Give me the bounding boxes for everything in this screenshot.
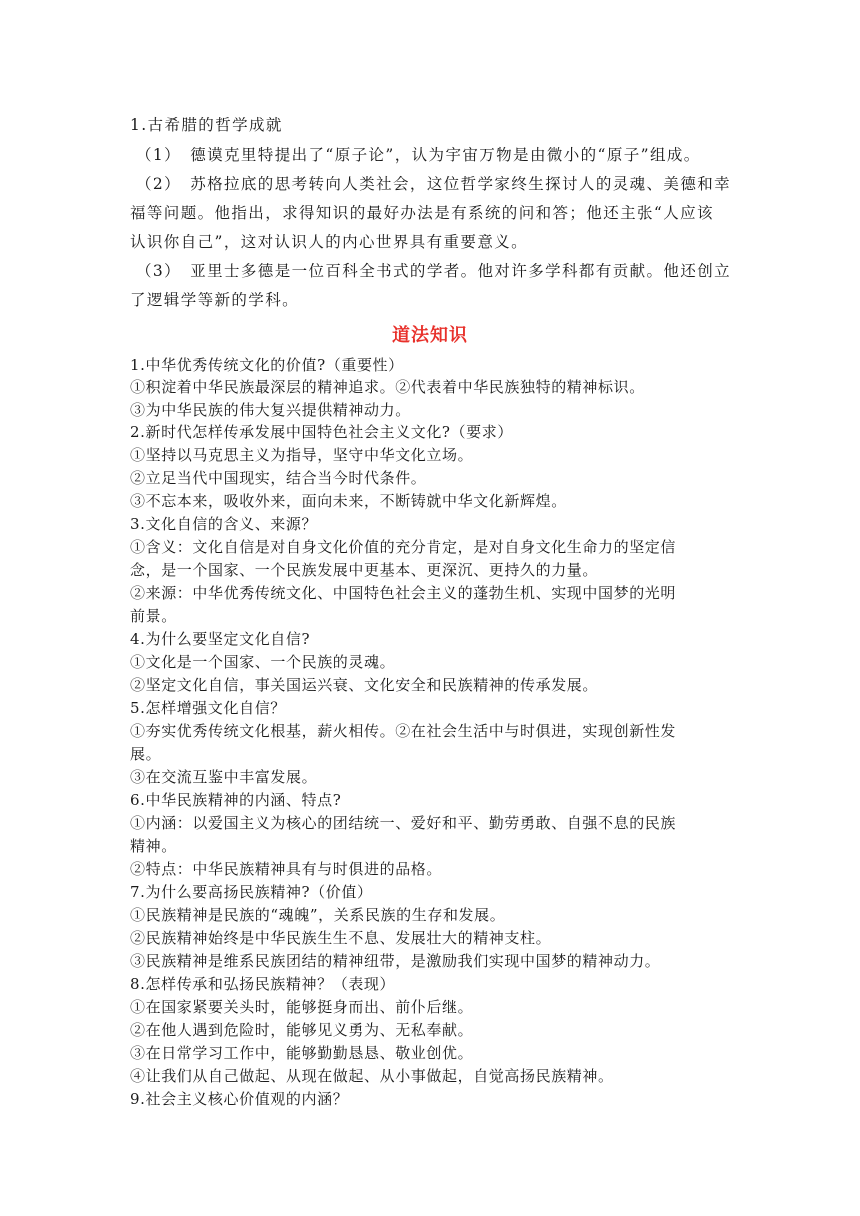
answer-line: ③在日常学习工作中，能够勤勤恳恳、敬业创优。 [130, 1044, 474, 1062]
answer-line: ③在交流互鉴中丰富发展。 [130, 768, 318, 786]
answer-line: ①夯实优秀传统文化根基，薪火相传。②在社会生活中与时俱进，实现创新性发 [130, 722, 677, 740]
question-line: 5.怎样增强文化自信？ [130, 699, 286, 717]
answer-line: ①坚持以马克思主义为指导，坚守中华文化立场。 [130, 446, 474, 464]
answer-line: ③不忘本来，吸收外来，面向未来，不断铸就中华文化新辉煌。 [130, 492, 567, 510]
history-line: （2） 苏格拉底的思考转向人类社会，这位哲学家终生探讨人的灵魂、美德和幸 [136, 175, 732, 193]
question-line: 2.新时代怎样传承发展中国特色社会主义文化?（要求） [130, 423, 513, 441]
question-line: 8.怎样传承和弘扬民族精神？（表现） [130, 975, 396, 993]
answer-line: ②坚定文化自信，事关国运兴衰、文化安全和民族精神的传承发展。 [130, 676, 599, 694]
question-line: 7.为什么要高扬民族精神?（价值） [130, 883, 373, 901]
section-heading: 道法知识 [392, 325, 468, 346]
question-line: 9.社会主义核心价值观的内涵？ [130, 1090, 349, 1108]
answer-line: ②在他人遇到危险时，能够见义勇为、无私奉献。 [130, 1021, 474, 1039]
history-line: （1） 德谟克里特提出了“原子论”，认为宇宙万物是由微小的“原子”组成。 [136, 146, 701, 164]
answer-line: ②民族精神始终是中华民族生生不息、发展壮大的精神支柱。 [130, 929, 552, 947]
history-line: 认识你自己”，这对认识人的内心世界具有重要意义。 [130, 233, 529, 251]
history-line: （3） 亚里士多德是一位百科全书式的学者。他对许多学科都有贡献。他还创立 [136, 262, 732, 280]
question-line: 6.中华民族精神的内涵、特点? [130, 791, 342, 809]
answer-line: ①民族精神是民族的“魂魄”，关系民族的生存和发展。 [130, 906, 506, 924]
answer-line: 精神。 [130, 837, 177, 855]
answer-line: ②来源：中华优秀传统文化、中国特色社会主义的蓬勃生机、实现中国梦的光明 [130, 584, 677, 602]
answer-line: ①文化是一个国家、一个民族的灵魂。 [130, 653, 396, 671]
answer-line: 展。 [130, 745, 162, 763]
answer-line: ②特点：中华民族精神具有与时俱进的品格。 [130, 860, 443, 878]
answer-line: ③为中华民族的伟大复兴提供精神动力。 [130, 401, 411, 419]
question-line: 3.文化自信的含义、来源？ [130, 515, 318, 533]
answer-line: ③民族精神是维系民族团结的精神纽带，是激励我们实现中国梦的精神动力。 [130, 952, 661, 970]
question-line: 4.为什么要坚定文化自信? [130, 630, 311, 648]
answer-line: ②立足当代中国现实，结合当今时代条件。 [130, 469, 427, 487]
history-line: 福等问题。他指出，求得知识的最好办法是有系统的问和答；他还主张“人应该 [130, 204, 714, 222]
answer-line: ①内涵：以爱国主义为核心的团结统一、爱好和平、勤劳勇敢、自强不息的民族 [130, 814, 677, 832]
answer-line: 前景。 [130, 607, 177, 625]
answer-line: ①积淀着中华民族最深层的精神追求。②代表着中华民族独特的精神标识。 [130, 378, 645, 396]
answer-line: 念，是一个国家、一个民族发展中更基本、更深沉、更持久的力量。 [130, 561, 599, 579]
answer-line: ①在国家紧要关头时，能够挺身而出、前仆后继。 [130, 998, 474, 1016]
answer-line: ④让我们从自己做起、从现在做起、从小事做起，自觉高扬民族精神。 [130, 1067, 614, 1085]
history-line: 了逻辑学等新的学科。 [130, 291, 300, 309]
question-line: 1.中华优秀传统文化的价值?（重要性） [130, 356, 404, 374]
history-title: 1.古希腊的哲学成就 [130, 116, 283, 134]
answer-line: ①含义：文化自信是对自身文化价值的充分肯定，是对自身文化生命力的坚定信 [130, 538, 677, 556]
